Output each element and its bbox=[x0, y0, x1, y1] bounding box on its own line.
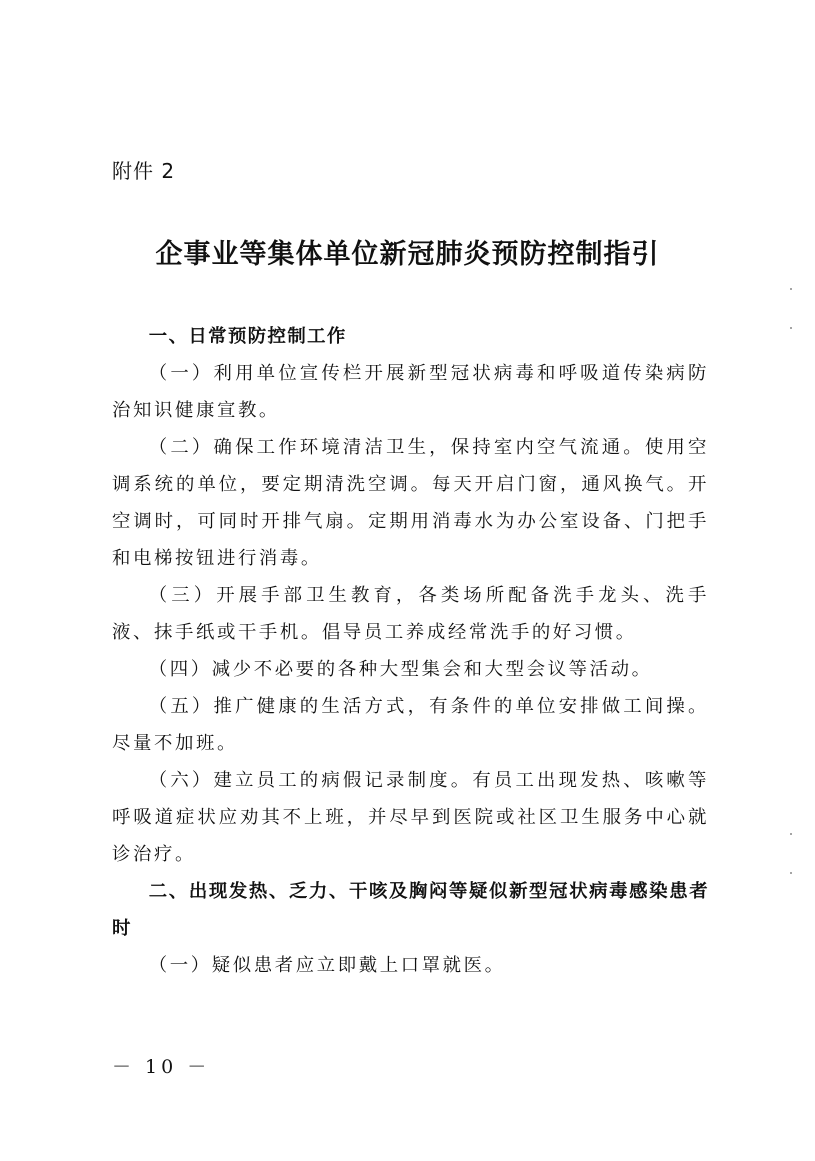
paragraph-1-6: （六）建立员工的病假记录制度。有员工出现发热、咳嗽等呼吸道症状应劝其不上班，并尽早到医院或社区卫生服务中心就诊治疗。 bbox=[112, 770, 709, 865]
paragraph-1-4: （四）减少不必要的各种大型集会和大型会议等活动。 bbox=[148, 659, 653, 680]
paragraph-1-1: （一）利用单位宣传栏开展新型冠状病毒和呼吸道传染病防治知识健康宣教。 bbox=[112, 363, 709, 421]
scan-speck bbox=[790, 288, 792, 290]
paragraph-1-5: （五）推广健康的生活方式，有条件的单位安排做工间操。尽量不加班。 bbox=[112, 696, 709, 754]
paragraph-2-1: （一）疑似患者应立即戴上口罩就医。 bbox=[148, 955, 506, 976]
scan-speck bbox=[790, 327, 792, 329]
scan-speck bbox=[790, 833, 792, 835]
section-heading-1: 一、日常预防控制工作 bbox=[148, 326, 347, 347]
scan-speck bbox=[790, 872, 792, 874]
page-number: － 10 － bbox=[112, 1056, 211, 1078]
document-title: 企事业等集体单位新冠肺炎预防控制指引 bbox=[155, 239, 660, 270]
paragraph-1-2: （二）确保工作环境清洁卫生，保持室内空气流通。使用空调系统的单位，要定期清洗空调。每天开启门窗，通风换气。开空调时，可同时开排气扇。定期用消毒水为办公室设备、门把手和电梯按钮进行消毒。 bbox=[112, 437, 709, 569]
paragraph-1-3: （三）开展手部卫生教育，各类场所配备洗手龙头、洗手液、抹手纸或干手机。倡导员工养成经常洗手的好习惯。 bbox=[112, 585, 709, 643]
attachment-label: 附件 2 bbox=[112, 159, 176, 183]
section-heading-2: 二、出现发热、乏力、干咳及胸闷等疑似新型冠状病毒感染患者时 bbox=[112, 881, 709, 939]
document-body bbox=[112, 318, 709, 984]
